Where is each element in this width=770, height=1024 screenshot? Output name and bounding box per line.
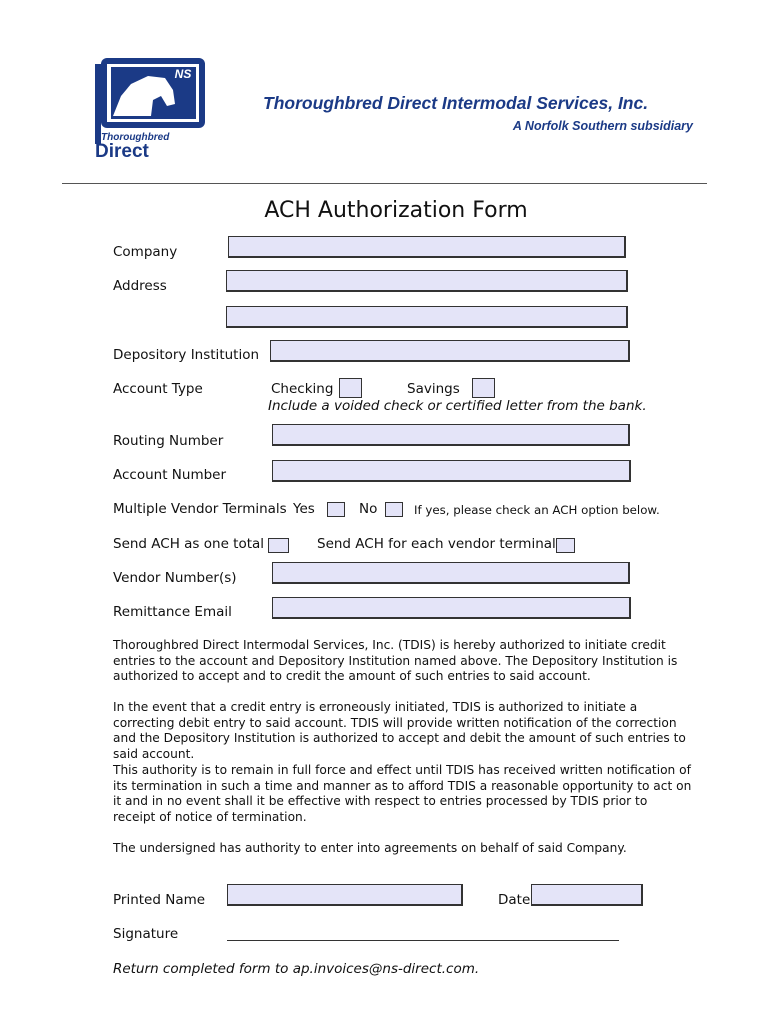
svg-text:NS: NS (174, 67, 192, 81)
return-note: Return completed form to ap.invoices@ns-direct.com. (113, 961, 480, 977)
correction-paragraph: In the event that a credit entry is erroneously initiated, TDIS is authorized to initiate a correcting debit entry to said account. TDIS will provide written notification of the correction and the Depository Institution is authorized to accept and debit the amount of such entries to said account. (113, 700, 686, 761)
thoroughbred-direct-logo (93, 56, 207, 160)
svg-text:Thoroughbred: Thoroughbred (101, 132, 170, 143)
company-subtitle: A Norfolk Southern subsidiary (512, 119, 693, 133)
authority-paragraph: The undersigned has authority to enter into agreements on behalf of said Company. (113, 841, 627, 855)
checking-label: Checking (271, 381, 334, 397)
send-one-total-checkbox[interactable] (268, 538, 289, 553)
company-name: Thoroughbred Direct Intermodal Services, Inc. (263, 93, 649, 113)
address-label: Address (113, 278, 167, 294)
authorization-paragraph: Thoroughbred Direct Intermodal Services, Inc. (TDIS) is hereby authorized to initiate credit entries to the account and Depository Institution named above. The Depository Institution is authorized to accept and to credit the amount of such entries to said account. (113, 638, 678, 684)
no-label: No (359, 501, 378, 517)
form-title: ACH Authorization Form (264, 198, 528, 223)
send-each-terminal-label: Send ACH for each vendor terminal (317, 536, 556, 552)
svg-text:Direct: Direct (95, 141, 149, 160)
depository-label: Depository Institution (113, 347, 260, 363)
vendor-numbers-label: Vendor Number(s) (113, 570, 237, 586)
vendor-numbers-field[interactable] (272, 562, 630, 584)
checking-checkbox[interactable] (339, 378, 362, 398)
signature-label: Signature (113, 926, 179, 942)
send-one-total-label: Send ACH as one total (113, 536, 265, 552)
account-number-field[interactable] (272, 460, 631, 482)
signature-line[interactable] (227, 940, 619, 941)
send-each-terminal-checkbox[interactable] (556, 538, 575, 553)
routing-field[interactable] (272, 424, 630, 446)
routing-label: Routing Number (113, 433, 224, 449)
remittance-email-label: Remittance Email (113, 604, 232, 620)
date-label: Date (498, 892, 531, 908)
account-type-label: Account Type (113, 381, 203, 397)
date-field[interactable] (531, 884, 643, 906)
no-checkbox[interactable] (385, 502, 403, 517)
header-divider (62, 183, 707, 184)
printed-name-label: Printed Name (113, 892, 206, 908)
address-line1-field[interactable] (226, 270, 628, 292)
address-line2-field[interactable] (226, 306, 628, 328)
depository-field[interactable] (270, 340, 630, 362)
remittance-email-field[interactable] (272, 597, 631, 619)
yes-checkbox[interactable] (327, 502, 345, 517)
account-type-note: Include a voided check or certified letter from the bank. (268, 398, 647, 414)
account-number-label: Account Number (113, 467, 227, 483)
savings-checkbox[interactable] (472, 378, 495, 398)
multiple-vendor-note: If yes, please check an ACH option below. (414, 503, 660, 517)
printed-name-field[interactable] (227, 884, 463, 906)
yes-label: Yes (293, 501, 315, 517)
multiple-vendor-label: Multiple Vendor Terminals (113, 501, 287, 517)
termination-paragraph: This authority is to remain in full force and effect until TDIS has received written notification of its termination in such a time and manner as to afford TDIS a reasonable opportunity to act on it and in no event shall it be effective with respect to entries processed by TDIS prior to receipt of notice of termination. (113, 763, 692, 824)
savings-label: Savings (407, 381, 460, 397)
company-label: Company (113, 244, 178, 260)
company-field[interactable] (228, 236, 626, 258)
